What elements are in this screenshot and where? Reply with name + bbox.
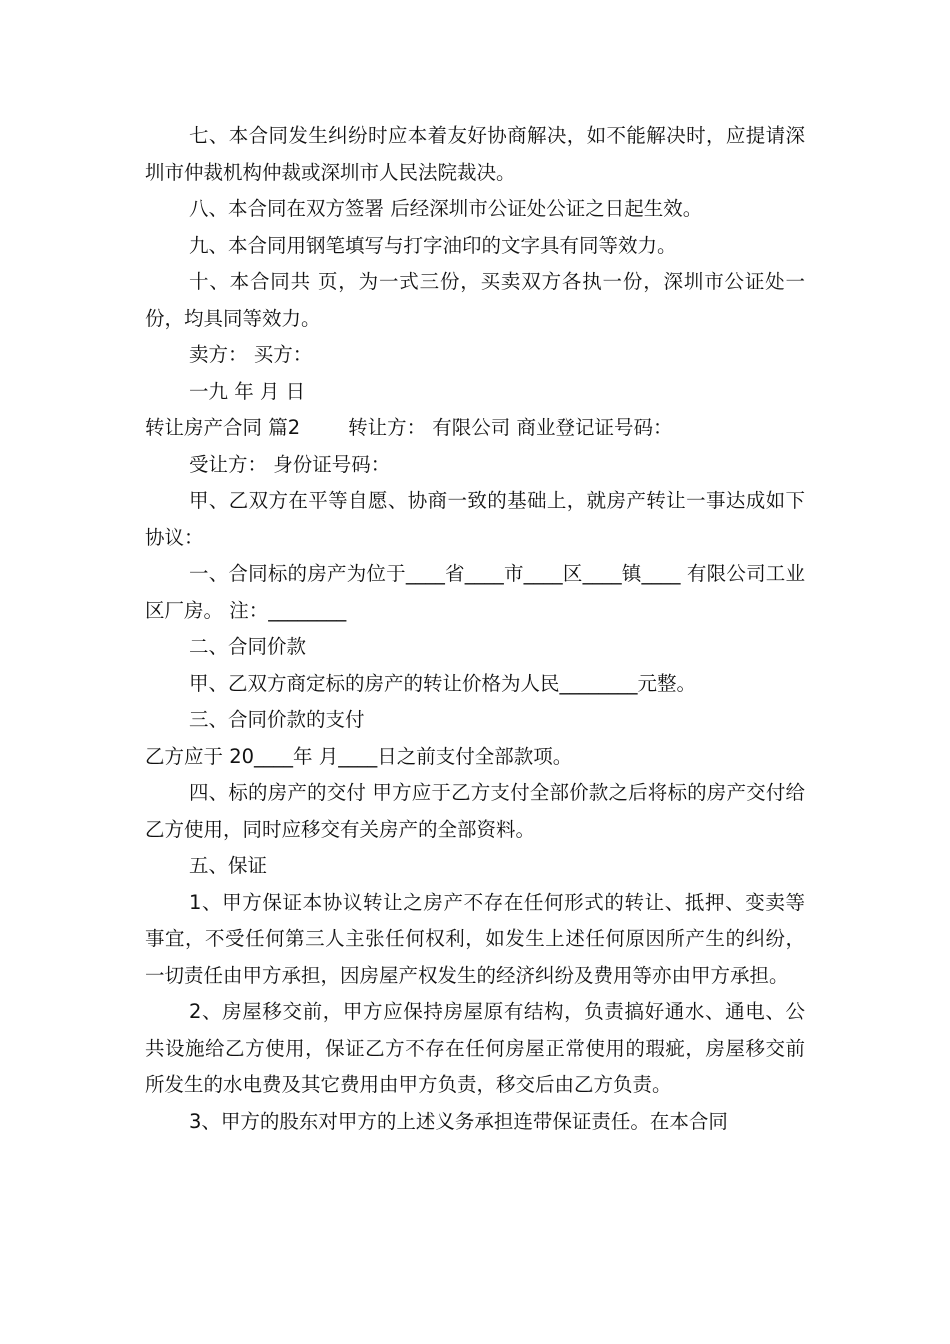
date-line: 一九 年 月 日 <box>189 379 306 403</box>
clause-five-heading: 五、保证 <box>189 854 268 877</box>
clause-seven: 七、本合同发生纠纷时应本着友好协商解决，如不能解决时，应提请深圳市仲裁机构仲裁或深圳市人民法院裁决。 <box>145 124 805 184</box>
contract-heading-line <box>145 410 805 447</box>
preamble: 甲、乙双方在平等自愿、协商一致的基础上，就房产转让一事达成如下协议： <box>145 489 805 549</box>
guarantee-item-2: 2、房屋移交前，甲方应保持房屋原有结构，负责搞好通水、通电、公共设施给乙方使用，保证乙方不存在任何房屋正常使用的瑕疵，房屋移交前所发生的水电费及其它费用由甲方负责，移交后由乙方负责。 <box>145 1000 805 1096</box>
clause-three-heading: 三、合同价款的支付 <box>189 708 365 731</box>
clause-eight: 八、本合同在双方签署 后经深圳市公证处公证之日起生效。 <box>189 197 703 220</box>
guarantee-item-3: 3、甲方的股东对甲方的上述义务承担连带保证责任。在本合同 <box>189 1109 728 1133</box>
signature-line: 卖方： 买方： <box>189 343 313 366</box>
clause-ten: 十、本合同共 页，为一式三份，买卖双方各执一份，深圳市公证处一份，均具同等效力。 <box>145 270 805 330</box>
price-paragraph: 甲、乙双方商定标的房产的转让价格为人民________元整。 <box>189 671 697 695</box>
document-body <box>145 118 805 1140</box>
transferee-line: 受让方： 身份证号码： <box>189 452 391 476</box>
contract-title: 转让房产合同 篇2 <box>145 416 301 439</box>
payment-paragraph: 乙方应于 20____年 月____日之前支付全部款项。 <box>145 744 573 768</box>
transferor-line: 转让方： 有限公司 商业登记证号码： <box>348 416 673 439</box>
clause-four: 四、标的房产的交付 甲方应于乙方支付全部价款之后将标的房产交付给乙方使用，同时应移交有关房产的全部资料。 <box>145 781 805 841</box>
clause-one: 一、合同标的房产为位于____省____市____区____镇____ 有限公司工业区厂房。 注：________ <box>145 562 805 622</box>
clause-nine: 九、本合同用钢笔填写与打字油印的文字具有同等效力。 <box>189 233 677 257</box>
clause-two-heading: 二、合同价款 <box>189 635 307 658</box>
guarantee-item-1: 1、甲方保证本协议转让之房产不存在任何形式的转让、抵押、变卖等事宜，不受任何第三人主张任何权利，如发生上述任何原因所产生的纠纷，一切责任由甲方承担，因房屋产权发生的经济纠纷及费用等亦由甲方承担。 <box>145 890 805 987</box>
